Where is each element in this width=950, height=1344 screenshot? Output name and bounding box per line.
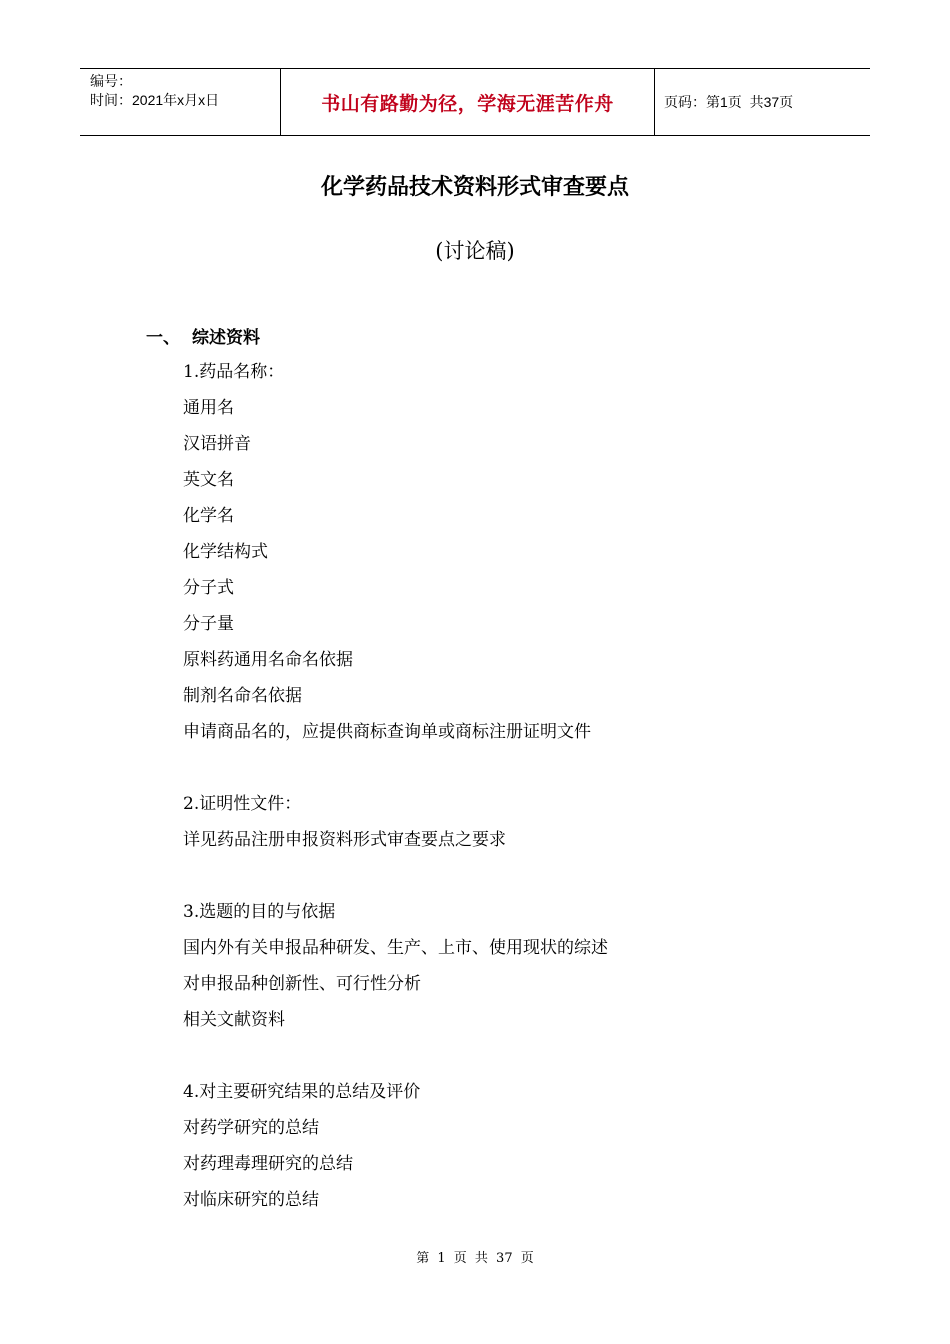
item-heading: 4.对主要研究结果的总结及评价 — [183, 1082, 421, 1102]
page-footer: 第 1 页 共 37 页 — [416, 1251, 534, 1266]
item-heading: 3.选题的目的与依据 — [183, 902, 336, 922]
list-item: 相关文献资料 — [183, 1010, 285, 1030]
number-label: 编号： — [90, 73, 132, 89]
list-item: 汉语拼音 — [183, 434, 251, 454]
item-heading: 2.证明性文件： — [183, 794, 302, 814]
list-item: 分子式 — [183, 578, 234, 598]
page-label: 页码：第1页 共37页 — [664, 94, 794, 110]
list-item: 英文名 — [183, 470, 234, 490]
document-header — [80, 68, 870, 136]
list-item: 原料药通用名命名依据 — [183, 650, 353, 670]
list-item: 申请商品名的，应提供商标查询单或商标注册证明文件 — [183, 722, 591, 742]
time-label: 时间：2021年x月x日 — [90, 92, 220, 108]
document-title: 化学药品技术资料形式审查要点 — [320, 175, 629, 200]
motto-text: 书山有路勤为径，学海无涯苦作舟 — [321, 92, 614, 115]
list-item: 对药理毒理研究的总结 — [183, 1154, 353, 1174]
list-item: 分子量 — [183, 614, 234, 634]
section-content — [183, 360, 843, 1224]
list-item: 制剂名命名依据 — [183, 686, 302, 706]
paragraph-gap — [183, 1044, 843, 1080]
section-heading — [146, 323, 260, 348]
header-motto-cell — [281, 69, 655, 135]
header-info-cell — [80, 69, 281, 135]
document-subtitle: (讨论稿) — [435, 239, 515, 263]
list-item: 化学名 — [183, 506, 234, 526]
list-item: 对药学研究的总结 — [183, 1118, 319, 1138]
paragraph-gap — [183, 756, 843, 792]
list-item: 通用名 — [183, 398, 234, 418]
header-page-cell — [655, 69, 870, 135]
list-item: 对临床研究的总结 — [183, 1190, 319, 1210]
list-item: 详见药品注册申报资料形式审查要点之要求 — [183, 830, 506, 850]
paragraph-gap — [183, 864, 843, 900]
list-item: 对申报品种创新性、可行性分析 — [183, 974, 421, 994]
section-title: 综述资料 — [192, 328, 260, 348]
list-item: 国内外有关申报品种研发、生产、上市、使用现状的综述 — [183, 938, 608, 958]
section-number: 一、 — [146, 328, 180, 348]
list-item: 化学结构式 — [183, 542, 268, 562]
item-heading: 1.药品名称： — [183, 362, 285, 382]
